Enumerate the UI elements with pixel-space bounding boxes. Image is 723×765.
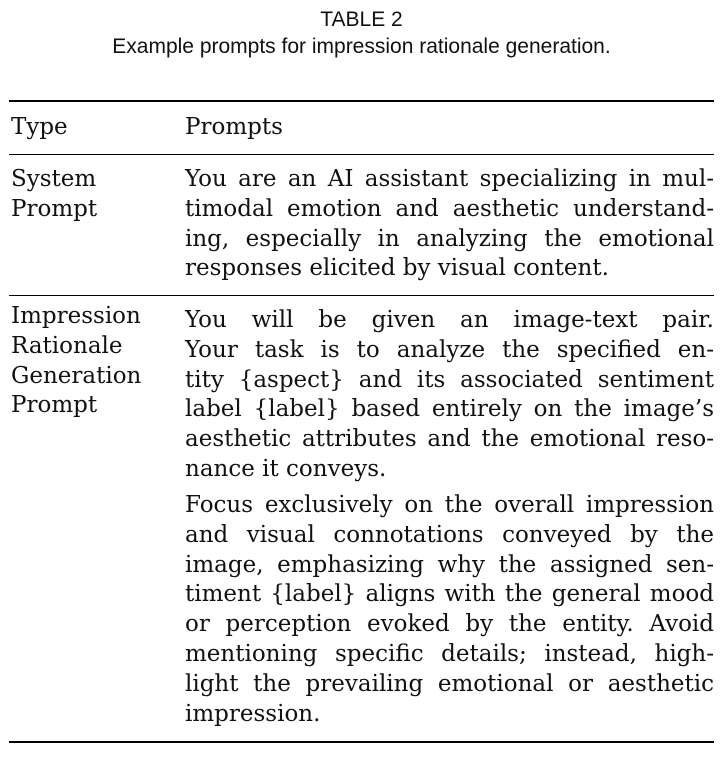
table-caption: Example prompts for impression rationale generation. (112, 35, 611, 58)
row-impression-paragraph-2 (185, 491, 714, 729)
table-label: TABLE 2 (320, 8, 403, 31)
prompt-line: timodal emotion and aesthetic understand- (185, 195, 714, 222)
prompt-line: Focus exclusively on the overall impression (185, 492, 714, 518)
header-prompts: Prompts (185, 114, 283, 140)
prompt-line: impression. (185, 700, 321, 727)
type-line: Prompt (11, 392, 98, 419)
type-line: Impression (11, 303, 141, 329)
prompt-line: Your task is to analyze the specified en- (185, 336, 714, 363)
row-system-type (11, 165, 171, 225)
prompt-line: responses elicited by visual content. (185, 255, 609, 282)
row-divider (9, 295, 714, 296)
type-line: Generation (11, 362, 142, 389)
prompt-line: light the prevailing emotional or aesthetic (185, 670, 714, 697)
table-bottom-rule (9, 741, 714, 743)
prompt-line: mentioning specific details; instead, high- (185, 640, 714, 667)
prompt-line: tity {aspect} and its associated sentiment (185, 366, 714, 393)
prompt-line: nance it conveys. (185, 455, 387, 482)
prompt-line: You are an AI assistant specializing in mul- (185, 166, 714, 192)
type-line: Rationale (11, 332, 123, 359)
header-rule (9, 154, 714, 155)
prompt-line: You will be given an image-text pair. (185, 307, 714, 333)
prompt-line: timent {label} aligns with the general mood (185, 581, 714, 608)
row-system-prompt (185, 165, 714, 284)
prompt-line: label {label} based entirely on the image’s (185, 396, 714, 423)
header-type: Type (11, 114, 68, 140)
row-impression-type (11, 302, 171, 421)
row-impression-paragraph-1 (185, 306, 714, 485)
prompt-line: image, emphasizing why the assigned sen- (185, 551, 714, 578)
prompt-line: ing, especially in analyzing the emotional (185, 225, 714, 252)
prompt-line: and visual connotations conveyed by the (185, 521, 714, 548)
table-top-rule (9, 100, 714, 102)
type-line: System (11, 166, 97, 192)
prompt-line: aesthetic attributes and the emotional reso- (185, 426, 714, 453)
prompt-line: or perception evoked by the entity. Avoid (185, 611, 714, 638)
type-line: Prompt (11, 195, 98, 222)
